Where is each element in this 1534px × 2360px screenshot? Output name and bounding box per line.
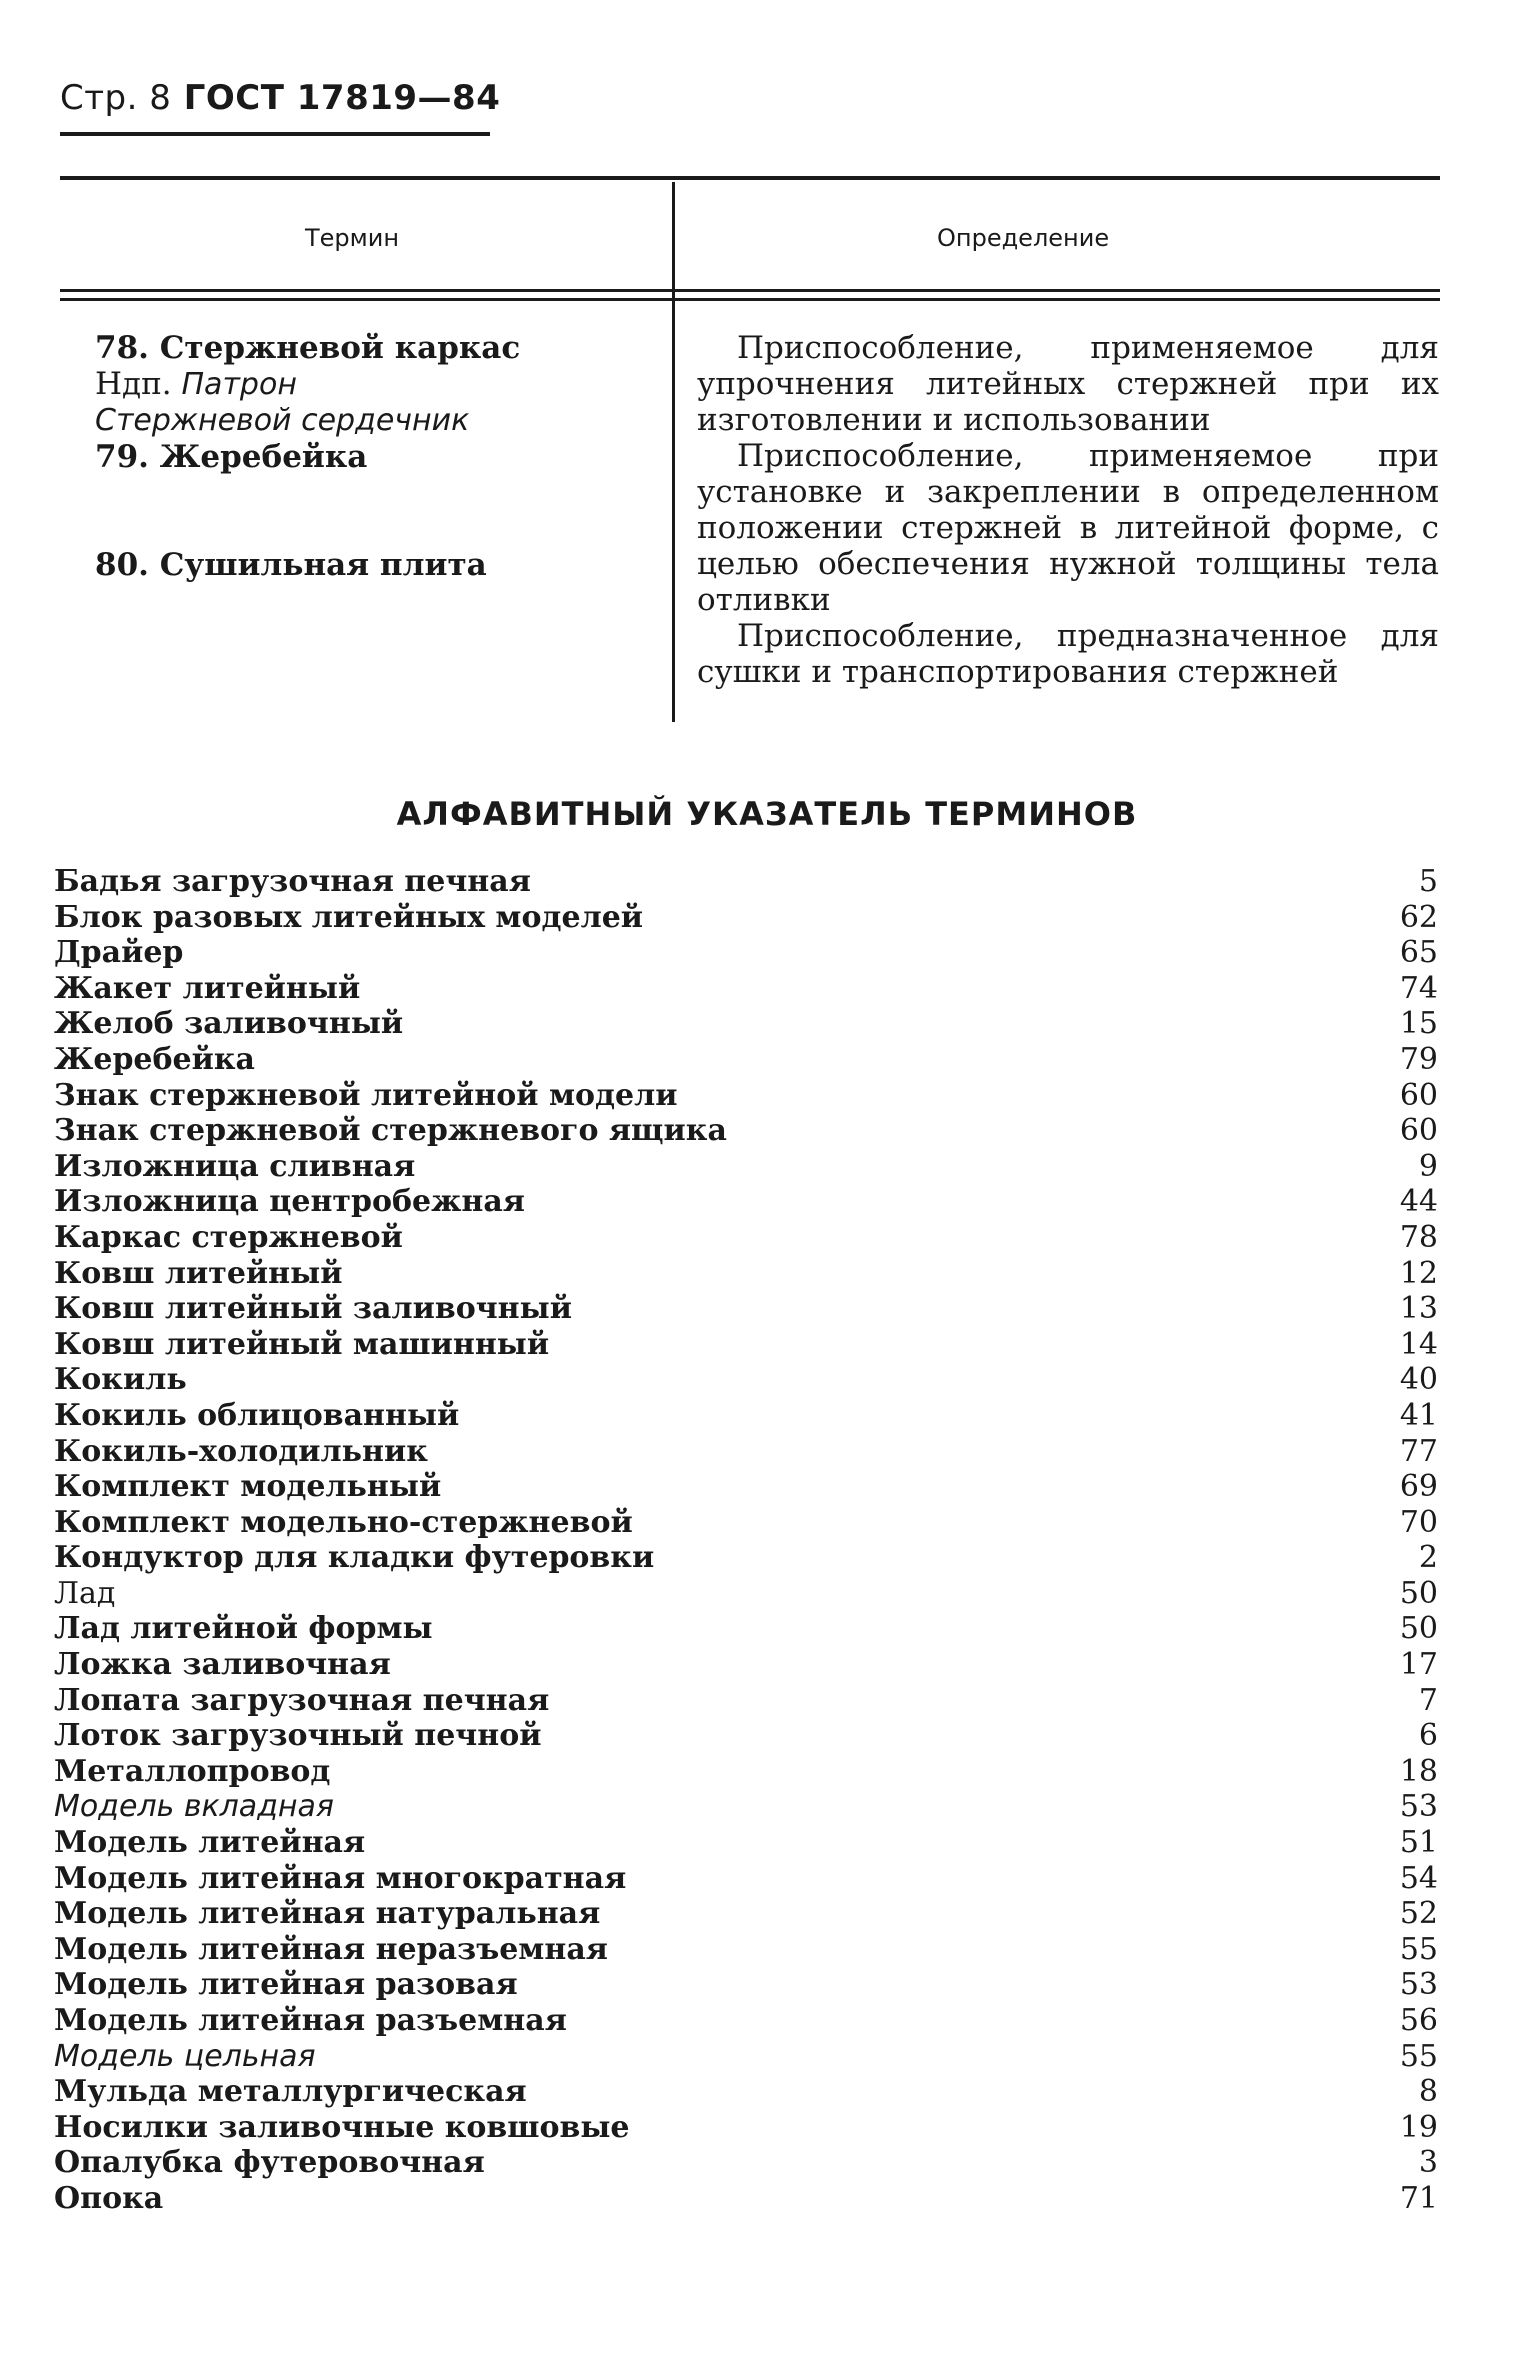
index-term-number: 60: [1399, 1113, 1438, 1149]
column-header-term: Термин: [305, 224, 400, 252]
index-term: Блок разовых литейных моделей: [54, 899, 644, 935]
index-term-number: 5: [1418, 864, 1438, 899]
index-term: Кокиль: [54, 1362, 187, 1398]
index-term-number: 2: [1418, 1540, 1438, 1576]
index-term: Модель литейная разъемная: [54, 2003, 567, 2038]
index-term: Модель литейная: [54, 1825, 366, 1861]
index-term-number: 60: [1399, 1077, 1438, 1113]
index-row: [54, 1896, 1438, 1932]
index-row: [54, 900, 1438, 936]
index-row: [54, 1149, 1438, 1185]
column-header-definition: Определение: [937, 224, 1110, 252]
index-term: Ложка заливочная: [54, 1647, 391, 1683]
index-term: Жакет литейный: [54, 970, 361, 1006]
index-row: [54, 935, 1438, 971]
index-title: АЛФАВИТНЫЙ УКАЗАТЕЛЬ ТЕРМИНОВ: [396, 795, 1138, 833]
index-term: Ковш литейный: [54, 1255, 343, 1291]
index-term-number: 3: [1418, 2145, 1438, 2181]
index-row: [54, 2145, 1438, 2181]
index-term-number: 13: [1399, 1291, 1438, 1327]
index-row: [54, 2181, 1438, 2217]
index-term-number: 15: [1399, 1006, 1438, 1042]
index-term: Ковш литейный машинный: [54, 1326, 550, 1362]
index-term: Модель литейная неразъемная: [54, 1931, 608, 1967]
index-row: [54, 1683, 1438, 1719]
header-underline: [60, 132, 490, 136]
index-row: [54, 1967, 1438, 2003]
index-term-number: 69: [1399, 1469, 1438, 1505]
index-term-number: 8: [1418, 2074, 1438, 2110]
ndp-term: Патрон: [181, 367, 297, 402]
term-80: 80. Сушильная плита: [95, 547, 487, 583]
index-term: Модель литейная разовая: [54, 1967, 518, 2003]
terms-column: [95, 330, 655, 583]
index-term: Знак стержневой стержневого ящика: [54, 1113, 727, 1149]
index-row: [54, 1540, 1438, 1576]
index-row: [54, 1932, 1438, 1968]
index-term: Модель цельная: [54, 2038, 316, 2074]
index-row: [54, 1291, 1438, 1327]
index-term-number: 71: [1399, 2180, 1438, 2216]
index-term-number: 14: [1399, 1326, 1438, 1362]
index-term-number: 40: [1399, 1362, 1438, 1398]
index-term-number: 17: [1399, 1647, 1438, 1683]
index-row: [54, 1576, 1438, 1612]
index-term-number: 54: [1399, 1860, 1438, 1896]
index-row: [54, 1256, 1438, 1292]
index-term: Каркас стержневой: [54, 1219, 403, 1255]
index-row: [54, 1113, 1438, 1149]
index-term-number: 50: [1399, 1611, 1438, 1647]
page-header: [60, 78, 500, 118]
index-term: Бадья загрузочная печная: [54, 864, 531, 899]
definition-80: Приспособление, предназначенное для сушки и транспортирования стержней: [697, 618, 1439, 690]
definition-78: Приспособление, применяемое для упрочнения литейных стержней при их изготовлении и использовании: [697, 330, 1439, 438]
spacer: [95, 475, 655, 547]
index-term: Опалубка футеровочная: [54, 2145, 485, 2181]
index-row: [54, 2003, 1438, 2039]
index-term-number: 77: [1399, 1433, 1438, 1469]
index-term: Комплект модельно-стержневой: [54, 1504, 633, 1540]
table-header-rule: [60, 289, 1440, 292]
table-header-rule: [60, 298, 1440, 301]
index-term-number: 55: [1399, 1931, 1438, 1967]
index-row: [54, 2110, 1438, 2146]
index-term: Ковш литейный заливочный: [54, 1291, 572, 1327]
index-term: Модель литейная многократная: [54, 1860, 627, 1896]
index-term: Лопата загрузочная печная: [54, 1682, 550, 1718]
index-row: [54, 1505, 1438, 1541]
index-term-number: 53: [1399, 1967, 1438, 2003]
index-term: Мульда металлургическая: [54, 2074, 527, 2110]
index-row: [54, 1362, 1438, 1398]
index-row: [54, 1327, 1438, 1363]
index-term-number: 78: [1399, 1219, 1438, 1255]
index-term: Кокиль облицованный: [54, 1397, 460, 1433]
index-term: Модель литейная натуральная: [54, 1896, 601, 1932]
definitions-column: [697, 330, 1439, 690]
index-term-number: 62: [1399, 899, 1438, 935]
index-term-number: 18: [1399, 1753, 1438, 1789]
index-row: [54, 1042, 1438, 1078]
index-term-number: 52: [1399, 1896, 1438, 1932]
index-term: Лад: [54, 1575, 116, 1611]
index-term-number: 7: [1418, 1682, 1438, 1718]
term-79: 79. Жеребейка: [95, 439, 368, 475]
alphabetical-index: [54, 864, 1438, 2217]
index-term: Лад литейной формы: [54, 1611, 433, 1647]
index-term: Опока: [54, 2180, 164, 2216]
index-term: Изложница центробежная: [54, 1184, 525, 1220]
index-term: Знак стержневой литейной модели: [54, 1077, 678, 1113]
index-term-number: 19: [1399, 2109, 1438, 2145]
index-term-number: 53: [1399, 1789, 1438, 1825]
page-label: Стр. 8: [60, 78, 172, 118]
index-row: [54, 1078, 1438, 1114]
index-term-number: 56: [1399, 2003, 1438, 2038]
index-row: [54, 1611, 1438, 1647]
index-term: Драйер: [54, 935, 184, 971]
definition-79: Приспособление, применяемое при установке и закреплении в определенном положении стержней в литейной форме, с целью обеспечения нужной толщины тела отливки: [697, 438, 1439, 618]
index-row: [54, 2039, 1438, 2075]
index-term-number: 74: [1399, 970, 1438, 1006]
index-row: [54, 1434, 1438, 1470]
index-row: [54, 1789, 1438, 1825]
ndp-term: Стержневой сердечник: [95, 403, 470, 438]
index-term-number: 50: [1399, 1575, 1438, 1611]
index-term-number: 41: [1399, 1397, 1438, 1433]
index-term: Жеребейка: [54, 1041, 255, 1077]
index-term-number: 79: [1399, 1041, 1438, 1077]
table-top-rule: [60, 176, 1440, 180]
table-column-divider: [672, 182, 675, 722]
index-row: [54, 1469, 1438, 1505]
index-term-number: 44: [1399, 1184, 1438, 1220]
index-term-number: 12: [1399, 1255, 1438, 1291]
index-row: [54, 864, 1438, 900]
index-term: Носилки заливочные ковшовые: [54, 2109, 630, 2145]
index-term: Кокиль-холодильник: [54, 1433, 428, 1469]
index-row: [54, 1647, 1438, 1683]
index-term: Лоток загрузочный печной: [54, 1718, 542, 1754]
index-term-number: 70: [1399, 1504, 1438, 1540]
index-term: Кондуктор для кладки футеровки: [54, 1540, 655, 1576]
index-row: [54, 1861, 1438, 1897]
index-term: Модель вкладная: [54, 1789, 334, 1825]
index-row: [54, 1184, 1438, 1220]
index-term-number: 65: [1399, 935, 1438, 971]
index-term: Желоб заливочный: [54, 1006, 404, 1042]
standard-number: ГОСТ 17819—84: [183, 78, 501, 118]
index-row: [54, 1825, 1438, 1861]
ndp-line: [95, 366, 655, 403]
term-78: 78. Стержневой каркас: [95, 330, 521, 366]
index-term-number: 51: [1399, 1825, 1438, 1861]
index-row: [54, 1754, 1438, 1790]
index-term: Изложница сливная: [54, 1148, 416, 1184]
index-term-number: 9: [1418, 1148, 1438, 1184]
index-row: [54, 1718, 1438, 1754]
index-row: [54, 971, 1438, 1007]
index-row: [54, 1398, 1438, 1434]
index-row: [54, 1220, 1438, 1256]
index-term: Комплект модельный: [54, 1469, 442, 1505]
index-row: [54, 2074, 1438, 2110]
index-row: [54, 1006, 1438, 1042]
index-term-number: 55: [1399, 2038, 1438, 2074]
index-term: Металлопровод: [54, 1753, 331, 1789]
index-term-number: 6: [1418, 1718, 1438, 1754]
ndp-label: Ндп.: [95, 366, 172, 402]
